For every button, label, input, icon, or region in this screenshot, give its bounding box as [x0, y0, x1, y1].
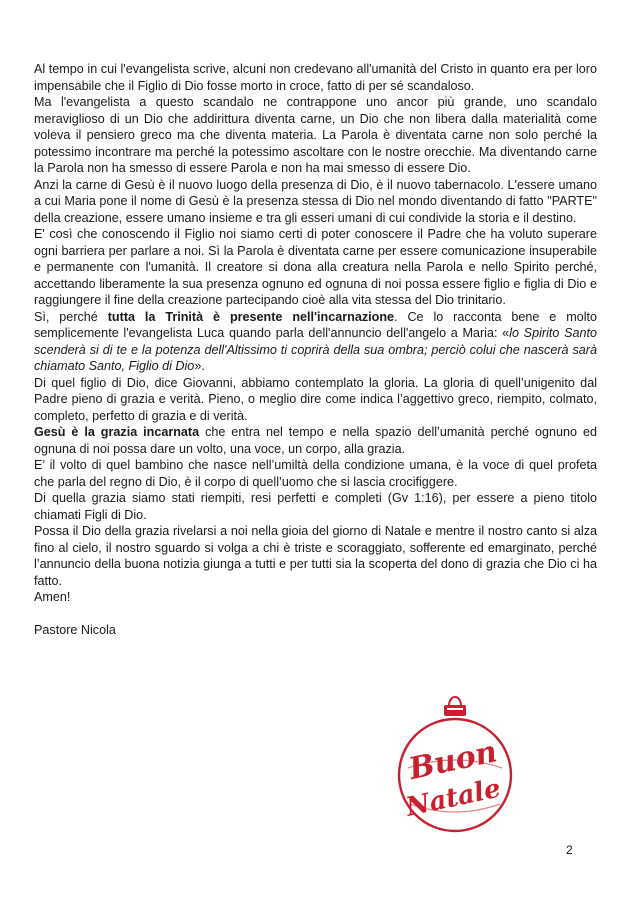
ornament-text-2: Natale — [403, 773, 504, 823]
ornament-text-1: Buon — [405, 734, 501, 788]
page-number: 2 — [566, 843, 573, 857]
paragraph-5 — [34, 309, 597, 375]
document-body — [34, 61, 597, 639]
paragraph-5-middle: . Ce lo racconta bene e molto semplicemente l'evangelista Luca quando parla dell'annuncio dell'angelo a Maria: « — [34, 309, 598, 340]
paragraph-1: Al tempo in cui l'evangelista scrive, alcuni non credevano all'umanità del Cristo in quanto era per loro impensabile che il Figlio di Dio fosse morto in croce, fatto di per sé scandaloso. — [34, 62, 597, 93]
christmas-bauble-icon — [396, 688, 514, 838]
paragraph-9: Di quella grazia siamo stati riempiti, resi perfetti e completi (Gv 1:16), per essere a pieno titolo chiamati Figli di Dio. — [34, 491, 597, 522]
paragraph-10: Possa il Dio della grazia rivelarsi a noi nella gioia del giorno di Natale e mentre il nostro canto si alza fino al cielo, il nostro sguardo si volga a chi è triste e scoraggiato, sofferente ed emarginato, perché l’annuncio della buona notizia giunga a tutti e per tutti sia la scoperta del dono di grazia che Dio ci ha fatto. — [34, 524, 597, 588]
paragraph-7 — [34, 424, 597, 457]
paragraph-8: E’ il volto di quel bambino che nasce nell’umiltà della condizione umana, è la voce di quel profeta che parla del regno di Dio, è il corpo di quell’uomo che si lascia crocifiggere. — [34, 458, 597, 489]
paragraph-7-tail: che entra nel tempo e nella spazio dell’umanità perché ognuno ed ognuna di noi possa dare un volto, una voce, un corpo, alla grazia. — [34, 425, 597, 456]
paragraph-5-bold: tutta la Trinità è presente nell'incarnazione — [107, 309, 395, 324]
paragraph-amen: Amen! — [34, 590, 71, 604]
paragraph-6: Di quel figlio di Dio, dice Giovanni, abbiamo contemplato la gloria. La gloria di quell’unigenito dal Padre pieno di grazia e verità. Pieno, o meglio dire come indica l’aggettivo greco, riempito, colmato, completo, perfetto di grazia e di verità. — [34, 375, 597, 423]
paragraph-4: E' così che conoscendo il Figlio noi siamo certi di poter conoscere il Padre che ha voluto superare ogni barriera per parlare a noi. Sì la Parola è diventata carne per essere comunicazione insuperabile e permanente con l'umanità. Il creatore si dona alla creatura nella Parola e nello Spirito perché, accettando liberamente la sua presenza ognuno ed ognuna di noi possa essere figlio e figlia di Dio e raggiungere il fine della creazione partecipando cioè alla vita stessa del Dio trinitario. — [34, 227, 597, 307]
paragraph-7-bold: Gesù è la grazia incarnata — [34, 425, 200, 439]
signature: Pastore Nicola — [34, 623, 116, 637]
paragraph-2: Ma l'evangelista a questo scandalo ne contrappone uno ancor più grande, uno scandalo meraviglioso di un Dio che addirittura diventa carne, un Dio che non libera dalla materialità come voleva il pensiero greco ma che diventa materia. La Parola è diventata carne non solo perché la potessimo incontrare ma perché la potessimo ascoltare con le nostre orecchie. Ma diventando carne la Parola non ha smesso di essere Parola e non ha mai smesso di essere Dio. — [34, 95, 597, 175]
paragraph-5-tail: ». — [194, 359, 205, 373]
paragraph-5-lead: Sì, perché — [34, 309, 108, 324]
paragraph-3: Anzi la carne di Gesù è il nuovo luogo della presenza di Dio, è il nuovo tabernacolo. L'essere umano a cui Maria pone il nome di Gesù è la presenza stessa di Dio nel mondo diventando di fatto "PARTE" della creazione, essere umano insieme e tra gli esseri umani di cui condivide la storia e il destino. — [34, 177, 597, 225]
paragraph-5-quote: lo Spirito Santo scenderà si di te e la potenza dell'Altissimo ti coprirà della sua ombra; perciò colui che nascerà sarà chiamato Santo, Figlio di Dio — [34, 326, 597, 373]
